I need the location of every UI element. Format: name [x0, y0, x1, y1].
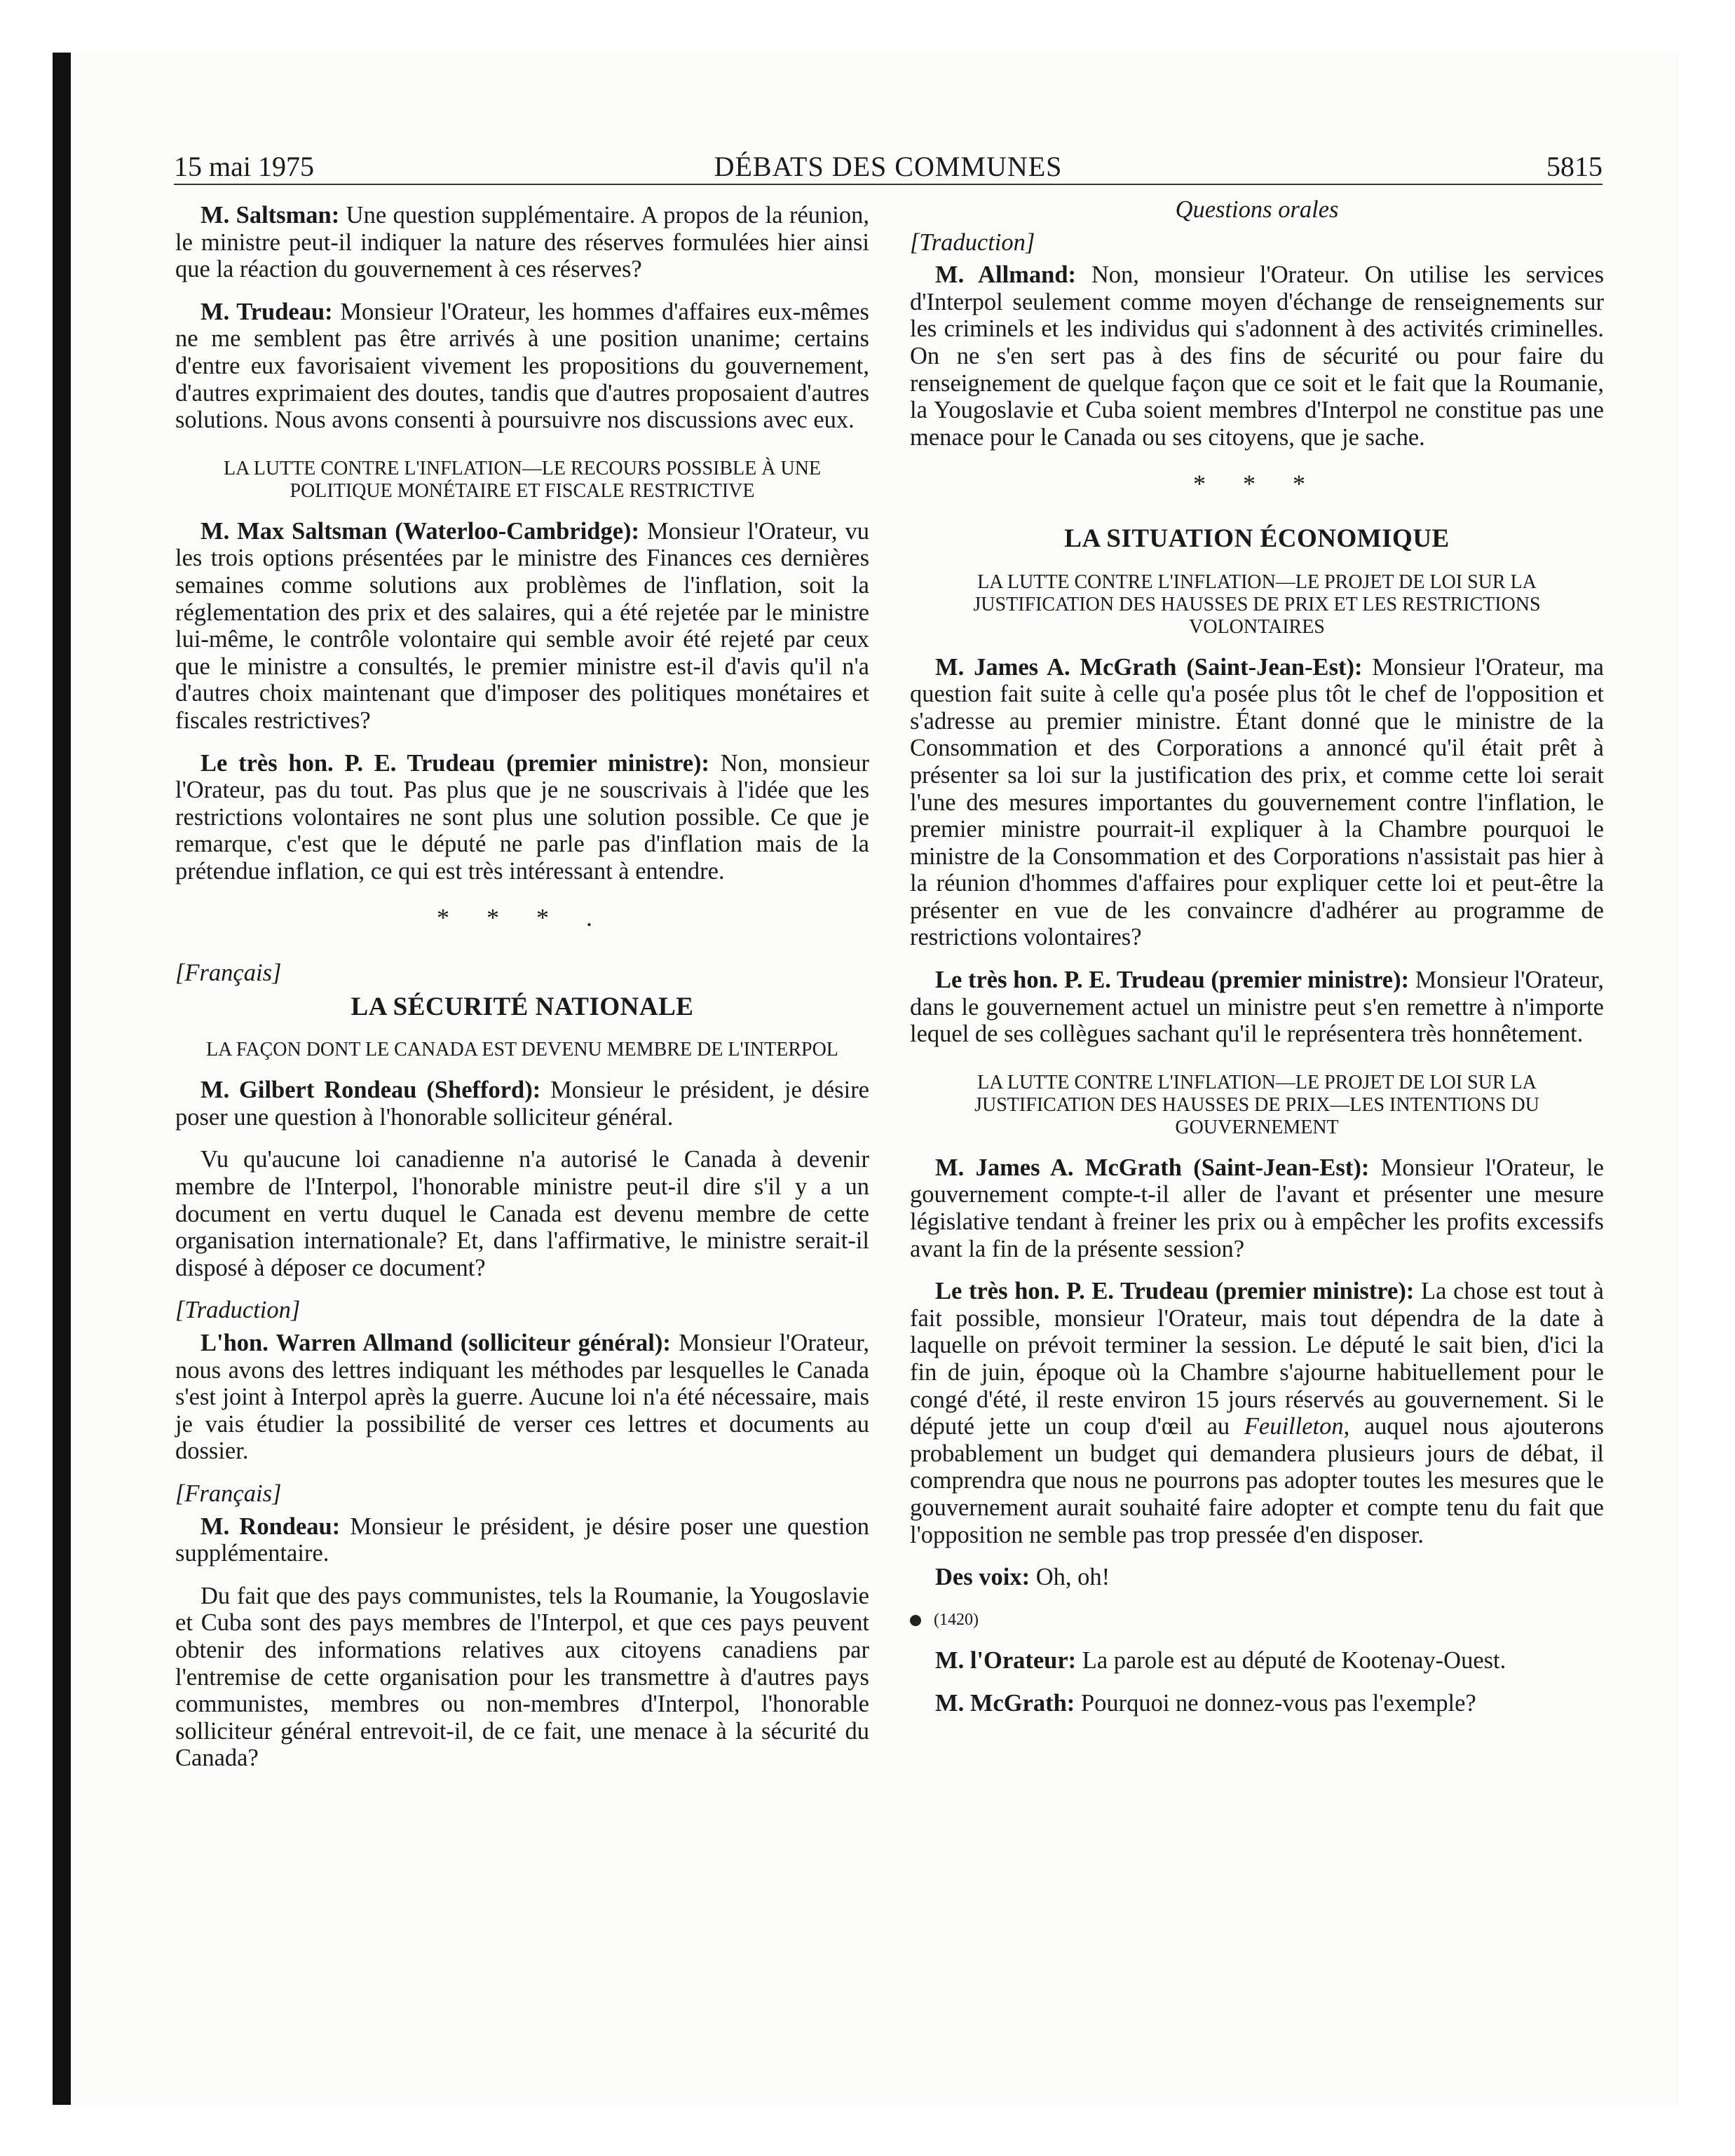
speaker: Des voix: [935, 1564, 1030, 1591]
subject-heading: LA LUTTE CONTRE L'INFLATION—LE RECOURS POSSIBLE À UNE POLITIQUE MONÉTAIRE ET FISCALE RESTRICTIVE [223, 457, 822, 502]
paragraph [175, 750, 869, 885]
paragraph [175, 1513, 869, 1567]
speaker: M. James A. McGrath (Saint-Jean-Est): [935, 1154, 1370, 1181]
bullet-icon [910, 1615, 921, 1626]
paragraph [910, 1564, 1604, 1591]
speaker: Le très hon. P. E. Trudeau (premier ministre): [935, 967, 1410, 994]
language-tag: [Français] [175, 960, 282, 987]
speaker: M. Trudeau: [200, 298, 333, 325]
speech-text: Monsieur l'Orateur, ma question fait suite à celle qu'a posée plus tôt le chef de l'opposition et s'adresse au premier ministre. Étant donné que le ministre de la Consommation et des Corporations a annoncé qu'il était prêt à présenter sa loi sur la justification des prix, et comme cette loi serait l'une des mesures importantes du gouvernement contre l'inflation, le premier ministre pourrait-il expliquer à la Chambre pourquoi le ministre de la Consommation et des Corporations n'assistait pas hier à la réunion d'hommes d'affaires pour expliquer cette loi et peut-être la présenter en vue de les convaincre d'adhérer au programme de restrictions volontaires? [910, 653, 1604, 951]
speech-text: Monsieur l'Orateur, dans le gouvernement actuel un ministre peut s'en remettre à n'importe lequel de ses collègues sachant qu'il le représentera très honnêtement. [910, 967, 1605, 1048]
speech-text: Monsieur l'Orateur, le gouvernement compte-t-il aller de l'avant et présenter une mesure législative tendant à freiner les prix ou à empêcher les profits excessifs avant la fin de la présente session? [910, 1154, 1604, 1262]
paragraph [175, 1077, 869, 1131]
speech-text: La chose est tout à fait possible, monsieur l'Orateur, mais tout dépendra de la date à laquelle on prévoit terminer la session. Le député le sait bien, d'ici la fin de juin, époque où la Chambre s'ajourne habituellement pour le congé d'été, il reste environ 15 jours réservés au gouvernement. Si le député jette un coup d'œil au [910, 1278, 1604, 1440]
running-head: Questions orales [1175, 196, 1339, 223]
speech-text: Non, monsieur l'Orateur, pas du tout. Pas plus que je ne souscrivais à l'idée que les restrictions volontaires ne sont plus une solution possible. Ce que je remarque, c'est que le député ne parle pas d'inflation mais de la prétendue inflation, ce qui est très intéressant à entendre. [175, 749, 869, 885]
right-column [910, 196, 1604, 1733]
speech-text: , auquel nous ajouterons probablement un budget qui demandera plusieurs jours de débat, il comprendra que nous ne pourrons pas adopter toutes les mesures que le gouvernement aurait souhaité faire adopter et compte tenu du fait que l'opposition ne semble pas trop pressée d'en disposer. [910, 1413, 1604, 1548]
speaker: M. McGrath: [935, 1689, 1075, 1717]
speaker: M. Rondeau: [200, 1513, 341, 1540]
language-tag: [Français] [175, 1480, 282, 1507]
left-column [175, 202, 869, 1787]
speech-text: Pourquoi ne donnez-vous pas l'exemple? [1075, 1689, 1476, 1717]
page-header [174, 147, 1603, 185]
speaker: M. Gilbert Rondeau (Shefford): [200, 1077, 541, 1104]
language-tag: [Traduction] [910, 228, 1035, 256]
speaker: M. Saltsman: [200, 202, 340, 228]
binding-edge [53, 53, 71, 2105]
paragraph [910, 1278, 1604, 1548]
section-title: LA SÉCURITÉ NATIONALE [351, 992, 694, 1021]
italic-term: Feuilleton [1244, 1413, 1344, 1440]
paragraph [910, 654, 1604, 952]
section-title: LA SITUATION ÉCONOMIQUE [1064, 524, 1450, 553]
speaker: M. Allmand: [935, 261, 1077, 289]
paragraph [910, 1154, 1604, 1262]
header-date: 15 mai 1975 [174, 151, 314, 182]
paragraph [175, 1330, 869, 1465]
language-tag: [Traduction] [175, 1297, 301, 1324]
speech-text: La parole est au député de Kootenay-Ouest. [1076, 1647, 1506, 1674]
paragraph: Vu qu'aucune loi canadienne n'a autorisé le Canada à devenir membre de l'Interpol, l'honorable ministre peut-il dire s'il y a un document en vertu duquel le Canada est devenu membre de cette organisation internationale? Et, dans l'affirmative, le ministre serait-il disposé à déposer ce document? [175, 1146, 869, 1281]
speech-text: Monsieur l'Orateur, vu les trois options présentées par le ministre des Finances ces dernières semaines comme solutions aux problèmes de l'inflation, soit la réglementation des prix et des salaires, qui a été rejetée par le ministre lui-même, le contrôle volontaire qui semble avoir été rejeté par ceux que le ministre a consultés, le premier ministre est-il d'avis qu'il n'a d'autres choix maintenant que d'imposer des politiques monétaires et fiscales restrictives? [175, 517, 869, 734]
speaker: M. James A. McGrath (Saint-Jean-Est): [935, 653, 1363, 681]
speaker: L'hon. Warren Allmand (solliciteur général): [200, 1330, 671, 1356]
speech-text: Monsieur le président, je désire poser une question à l'honorable solliciteur général. [175, 1077, 869, 1131]
header-page-number: 5815 [1546, 151, 1603, 182]
speech-text: Monsieur l'Orateur, les hommes d'affaires eux-mêmes ne me semblent pas être arrivés à une position unanime; certains d'entre eux favorisaient vivement les propositions du gouvernement, d'autres exprimaient des doutes, tandis que d'autres proposaient d'autres solutions. Nous avons consenti à poursuivre nos discussions avec eux. [175, 298, 869, 434]
subject-heading: LA FAÇON DONT LE CANADA EST DEVENU MEMBRE DE L'INTERPOL [206, 1039, 838, 1061]
speech-text: Non, monsieur l'Orateur. On utilise les services d'Interpol seulement comme moyen d'échange de renseignements sur les criminels et les individus qui s'adonnent à des activités criminelles. On ne s'en sert pas à des fins de sécurité ou pour faire du renseignement de quelque façon que ce soit et le fait que la Roumanie, la Yougoslavie et Cuba soient membres d'Interpol ne constitue pas une menace pour le Canada ou ses citoyens, que je sache. [910, 261, 1604, 451]
speech-text: Monsieur le président, je désire poser une question supplémentaire. [175, 1513, 869, 1567]
section-separator: * * * [1193, 470, 1321, 498]
paragraph: Du fait que des pays communistes, tels la Roumanie, la Yougoslavie et Cuba sont des pays membres de l'Interpol, et que ces pays peuvent obtenir des informations relatives aux citoyens canadiens par l'entremise de cette organisation pour les transmettre à d'autres pays communistes, membres ou non-membres d'Interpol, l'honorable solliciteur général entrevoit-il, de ce fait, une menace à la sécurité du Canada? [175, 1582, 869, 1772]
speaker: M. Max Saltsman (Waterloo-Cambridge): [200, 517, 639, 545]
paragraph [910, 1647, 1604, 1674]
time-stamp-text: (1420) [934, 1610, 979, 1629]
subject-heading: LA LUTTE CONTRE L'INFLATION—LE PROJET DE LOI SUR LA JUSTIFICATION DES HAUSSES DE PRIX ET LES RESTRICTIONS VOLONTAIRES [973, 571, 1541, 638]
section-separator: * * * . [437, 903, 608, 932]
paragraph [910, 1690, 1604, 1717]
paragraph [910, 261, 1604, 451]
speech-text: Oh, oh! [1030, 1564, 1110, 1591]
paragraph [175, 518, 869, 735]
speaker: Le très hon. P. E. Trudeau (premier ministre): [935, 1278, 1415, 1305]
paragraph [175, 202, 869, 283]
speech-text: Une question supplémentaire. A propos de la réunion, le ministre peut-il indiquer la nature des réserves formulées hier ainsi que la réaction du gouvernement à ces réserves? [175, 202, 869, 283]
paragraph [910, 967, 1604, 1048]
speaker: M. l'Orateur: [935, 1647, 1077, 1674]
time-stamp [910, 1606, 1604, 1634]
paragraph [175, 299, 869, 434]
speech-text: Monsieur l'Orateur, nous avons des lettres indiquant les méthodes par lesquelles le Canada s'est joint à Interpol après la guerre. Aucune loi n'a été nécessaire, mais je vais étudier la possibilité de verser ces lettres et documents au dossier. [175, 1330, 869, 1465]
subject-heading: LA LUTTE CONTRE L'INFLATION—LE PROJET DE LOI SUR LA JUSTIFICATION DES HAUSSES DE PRIX—LES INTENTIONS DU GOUVERNEMENT [974, 1071, 1539, 1138]
speaker: Le très hon. P. E. Trudeau (premier ministre): [200, 749, 709, 777]
header-title: DÉBATS DES COMMUNES [714, 151, 1063, 182]
